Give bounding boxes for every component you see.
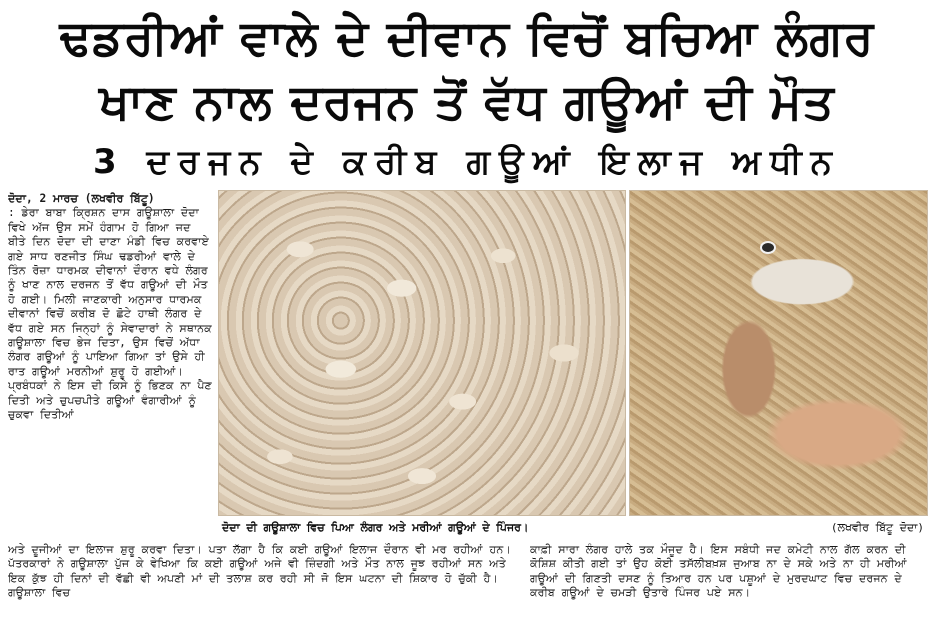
photo-langar — [218, 190, 626, 516]
headline-line-2: ਖਾਣ ਨਾਲ ਦਰਜਨ ਤੋਂ ਵੱਧ ਗਊਆਂ ਦੀ ਮੌਤ — [99, 74, 835, 130]
article-column-left — [8, 192, 213, 539]
photo-cow — [629, 190, 928, 516]
photo-credit: (ਲਖਵੀਰ ਬਿੱਟੂ ਦੋਦਾ) — [830, 521, 924, 534]
article-body-bottom-left: ਅਤੇ ਦੂਜੀਆਂ ਦਾ ਇਲਾਜ ਸ਼ੁਰੂ ਕਰਵਾ ਦਿਤਾ। ਪਤਾ ਲੱਗਾ ਹੈ ਕਿ ਕਈ ਗਊਆਂ ਇਲਾਜ ਦੌਰਾਨ ਵੀ ਮਰ ਰਹੀਆਂ ਹਨ। ਪੱਤਰਕਾਰਾਂ ਨੇ ਗਊਸ਼ਾਲਾ ਪੁੱਜ ਕੇ ਵੇਖਿਆ ਕਿ ਕਈ ਗਊਆਂ ਅਜੇ ਵੀ ਜ਼ਿੰਦਗੀ ਅਤੇ ਮੌਤ ਨਾਲ ਜੂਝ ਰਹੀਆਂ ਸਨ ਅਤੇ ਇਕ ਕੁੱਝ ਹੀ ਦਿਨਾਂ ਦੀ ਵੱਛੀ ਵੀ ਅਪਣੀ ਮਾਂ ਦੀ ਤਲਾਸ਼ ਕਰ ਰਹੀ ਸੀ ਜੋ ਇਸ ਘਟਨਾ ਦੀ ਸ਼ਿਕਾਰ ਹੋ ਚੁੱਕੀ ਹੈ। ਗਊਸ਼ਾਲਾ ਵਿਚ — [8, 543, 511, 600]
subheadline: 3 ਦਰਜਨ ਦੇ ਕਰੀਬ ਗਊਆਂ ਇਲਾਜ ਅਧੀਨ — [93, 142, 841, 182]
dateline: ਦੋਦਾ, 2 ਮਾਰਚ (ਲਖਵੀਰ ਬਿੱਟੂ) — [8, 192, 155, 205]
headline-line-1: ਢਡਰੀਆਂ ਵਾਲੇ ਦੇ ਦੀਵਾਨ ਵਿਚੋਂ ਬਚਿਆ ਲੰਗਰ — [59, 10, 875, 66]
cow-eye — [760, 241, 776, 254]
article-body-left: : ਡੇਰਾ ਬਾਬਾ ਕ੍ਰਿਸ਼ਨ ਦਾਸ ਗਊਸ਼ਾਲਾ ਦੋਦਾ ਵਿਖੇ ਅੱਜ ਉਸ ਸਮੇਂ ਹੰਗਾਮ ਹੋ ਗਿਆ ਜਦ ਬੀਤੇ ਦਿਨ ਦੋਦਾ ਦੀ ਦਾਣਾ ਮੰਡੀ ਵਿਚ ਕਰਵਾਏ ਗਏ ਸਾਧ ਰਣਜੀਤ ਸਿੰਘ ਢਡਰੀਆਂ ਵਾਲੇ ਦੇ ਤਿੰਨ ਰੋਜ਼ਾ ਧਾਰਮਕ ਦੀਵਾਨਾਂ ਦੌਰਾਨ ਵਧੇ ਲੰਗਰ ਨੂੰ ਖਾਣ ਨਾਲ ਦਰਜਨ ਤੋਂ ਵੱਧ ਗਊਆਂ ਦੀ ਮੌਤ ਹੋ ਗਈ। ਮਿਲੀ ਜਾਣਕਾਰੀ ਅਨੁਸਾਰ ਧਾਰਮਕ ਦੀਵਾਨਾਂ ਵਿਚੋਂ ਕਰੀਬ ਦੋ ਛੋਟੇ ਹਾਥੀ ਲੰਗਰ ਦੇ ਵੱਧ ਗਏ ਸਨ ਜਿਨ੍ਹਾਂ ਨੂੰ ਸੇਵਾਦਾਰਾਂ ਨੇ ਸਥਾਨਕ ਗਊਸ਼ਾਲਾ ਵਿਚ ਭੇਜ ਦਿਤਾ, ਉਸ ਵਿਚੋਂ ਅੱਧਾ ਲੰਗਰ ਗਊਆਂ ਨੂੰ ਪਾਇਆ ਗਿਆ ਤਾਂ ਉਸੇ ਹੀ ਰਾਤ ਗਊਆਂ ਮਰਨੀਆਂ ਸ਼ੁਰੂ ਹੋ ਗਈਆਂ। ਪ੍ਰਬੰਧਕਾਂ ਨੇ ਇਸ ਦੀ ਕਿਸੇ ਨੂੰ ਭਿਣਕ ਨਾ ਪੈਣ ਦਿਤੀ ਅਤੇ ਚੁਪਚਪੀਤੇ ਗਊਆਂ ਵੰਗਾਰੀਆਂ ਨੂੰ ਚੁਕਵਾ ਦਿਤੀਆਂ — [8, 206, 212, 422]
photo-caption: ਦੋਦਾ ਦੀ ਗਊਸ਼ਾਲਾ ਵਿਚ ਪਿਆ ਲੰਗਰ ਅਤੇ ਮਰੀਆਂ ਗਊਆਂ ਦੇ ਪਿੰਜਰ। — [222, 521, 529, 534]
article-body-bottom-right: ਕਾਫ਼ੀ ਸਾਰਾ ਲੰਗਰ ਹਾਲੇ ਤਕ ਮੌਜੂਦ ਹੈ। ਇਸ ਸਬੰਧੀ ਜਦ ਕਮੇਟੀ ਨਾਲ ਗੱਲ ਕਰਨ ਦੀ ਕੋਸ਼ਿਸ਼ ਕੀਤੀ ਗਈ ਤਾਂ ਉਹ ਕੋਈ ਤਸੱਲੀਬਖ਼ਸ਼ ਜੁਆਬ ਨਾ ਦੇ ਸਕੇ ਅਤੇ ਨਾ ਹੀ ਮਰੀਆਂ ਗਊਆਂ ਦੀ ਗਿਣਤੀ ਦਸਣ ਨੂੰ ਤਿਆਰ ਹਨ ਪਰ ਪਸ਼ੂਆਂ ਦੇ ਮੁਰਦਘਾਟ ਵਿਚ ਦਰਜਨ ਦੇ ਕਰੀਬ ਗਊਆਂ ਦੇ ਚਮੜੀ ਉਤਾਰੇ ਪਿੰਜਰ ਪਏ ਸਨ। — [530, 543, 907, 600]
